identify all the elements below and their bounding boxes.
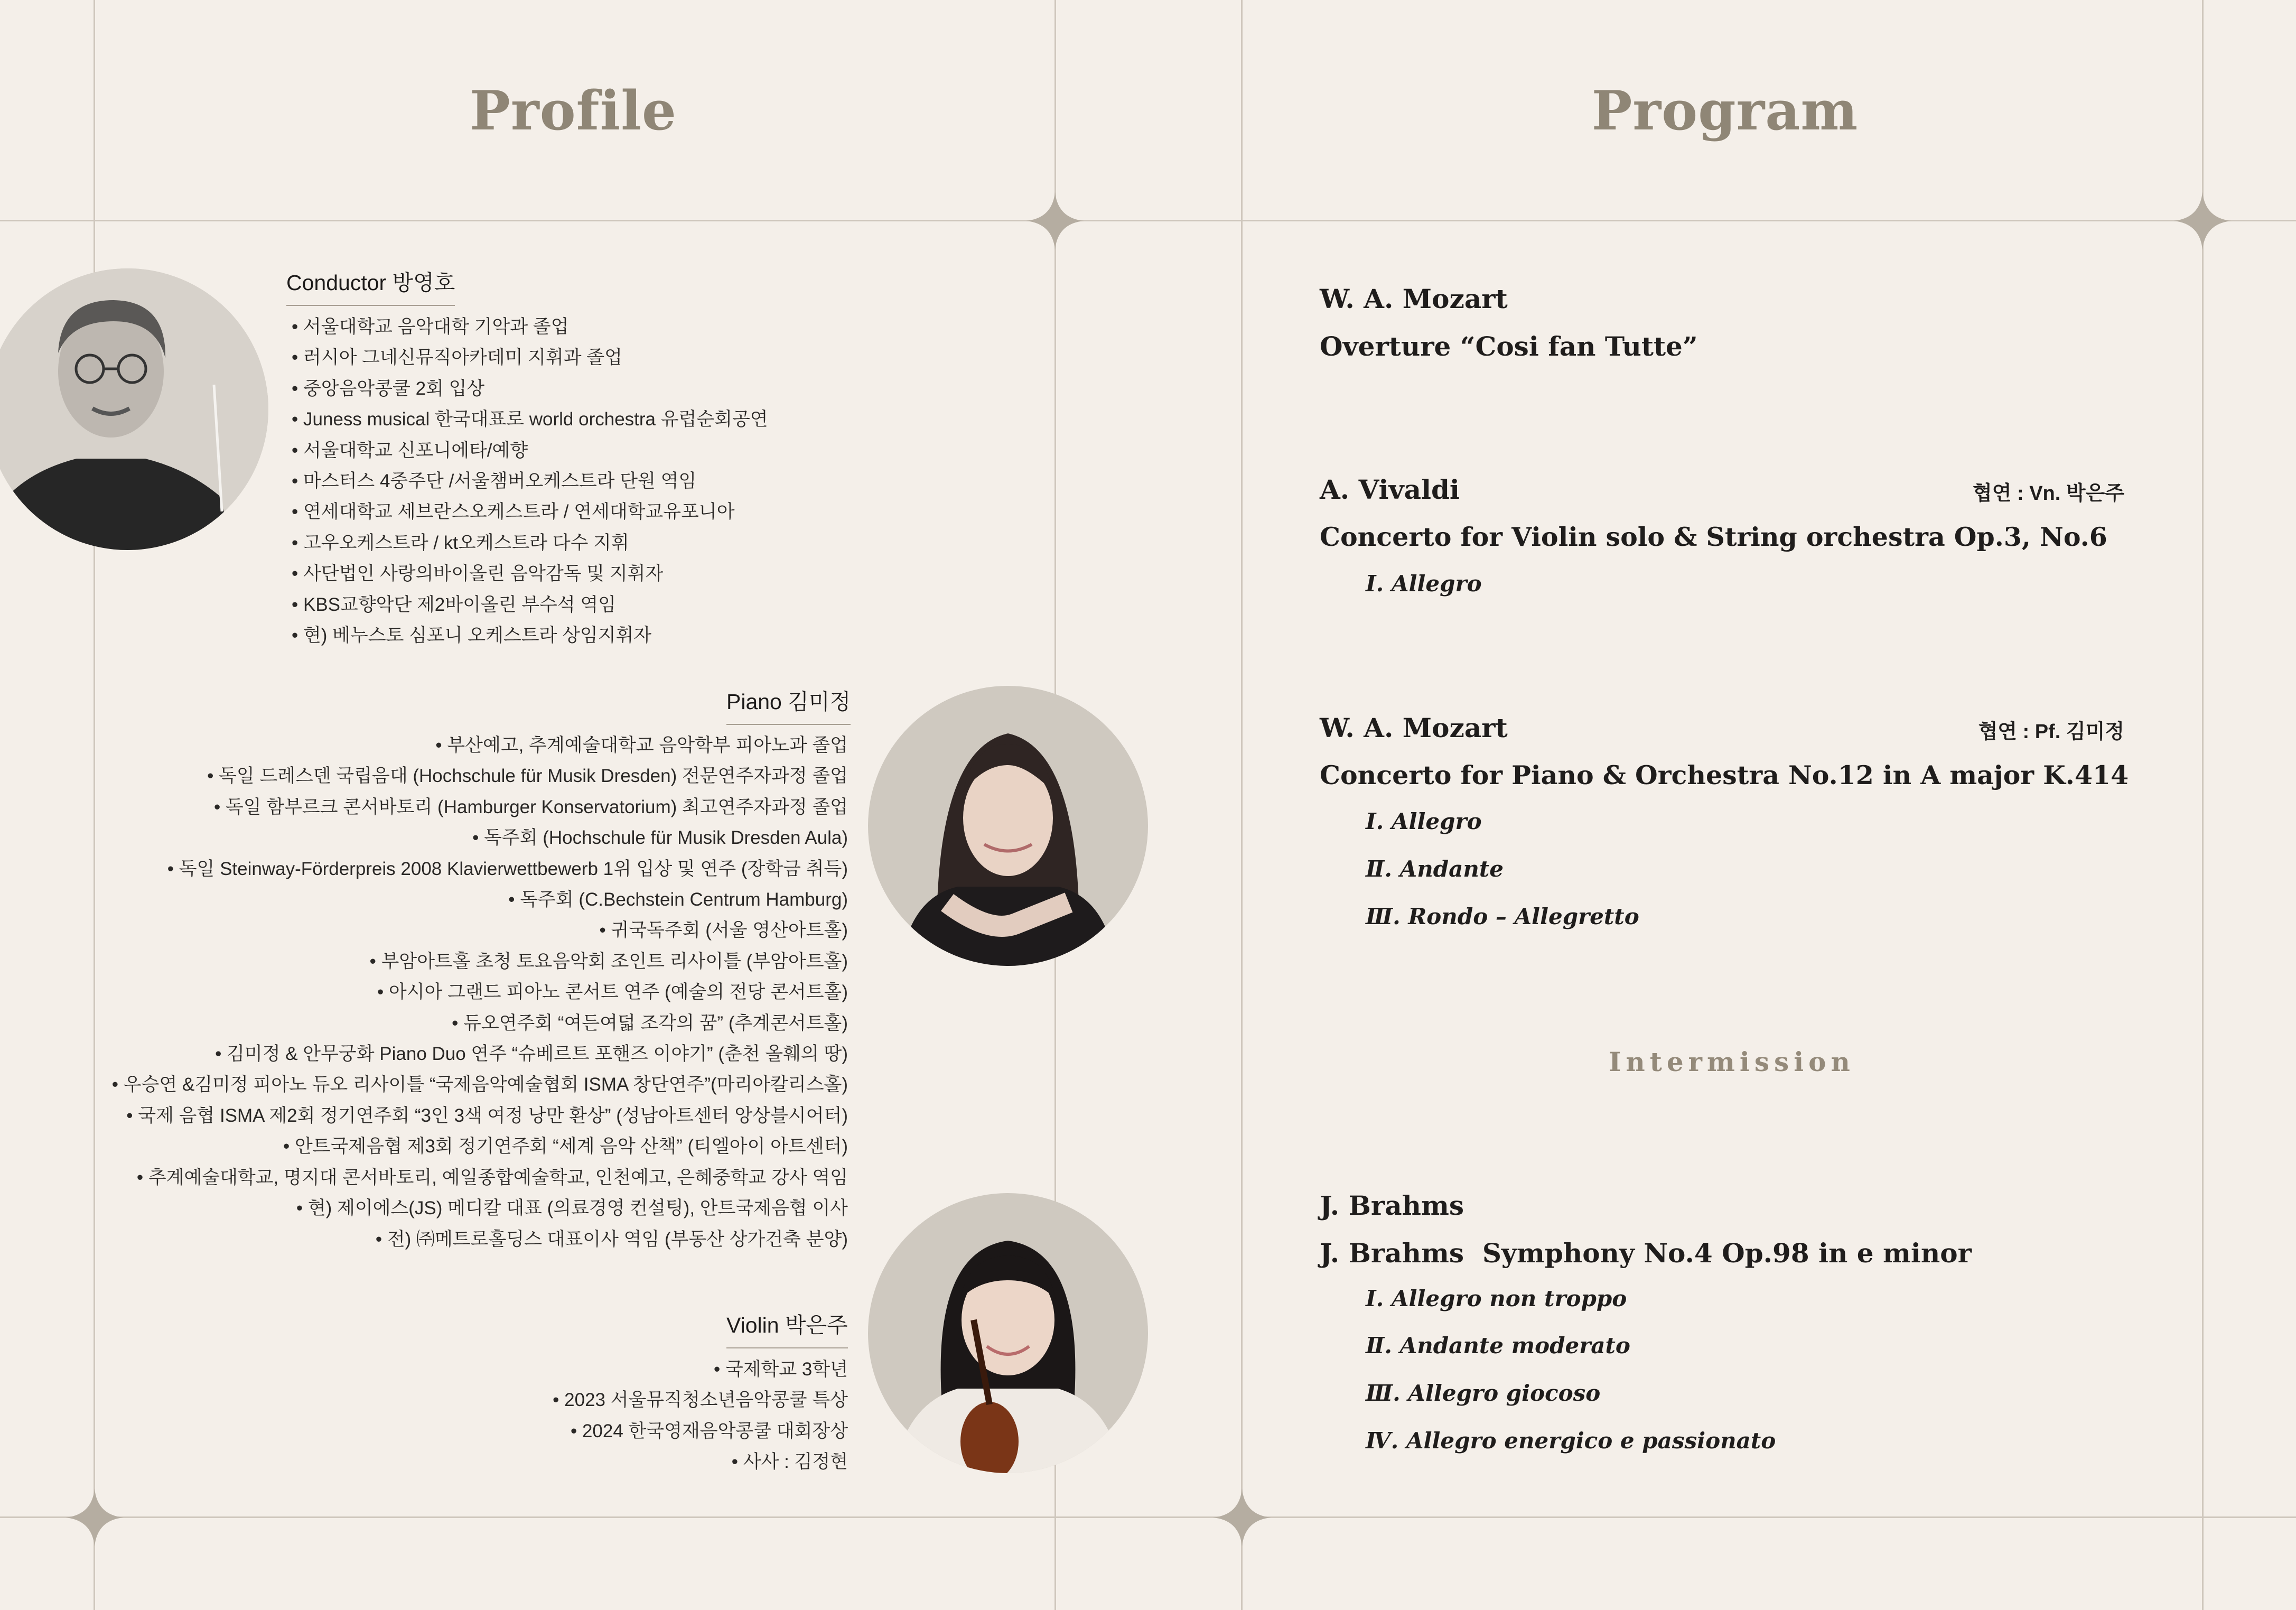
bio-item: • 귀국독주회 (서울 영산아트홀) [112,915,848,946]
bio-item: • 전) ㈜메트로홀딩스 대표이사 역임 (부동산 상가건축 분양) [112,1224,848,1255]
conductor-photo [0,268,268,550]
bio-item: • KBS교향악단 제2바이올린 부수석 역임 [292,590,768,620]
piece-title: Concerto for Piano & Orchestra No.12 in A major K.414 [1320,760,2129,790]
bio-item: • 서울대학교 신포니에타/예향 [292,435,768,466]
bio-item: • 아시아 그랜드 피아노 콘서트 연주 (예술의 전당 콘서트홀) [112,977,848,1008]
bio-item: • 2024 한국영재음악콩쿨 대회장상 [553,1416,848,1447]
conductor-heading: Conductor 방영호 [286,265,455,296]
violinist-bio-list [553,1354,848,1478]
bio-item: • 김미정 & 안무궁화 Piano Duo 연주 “슈베르트 포핸즈 이야기” (춘천 올훼의 땅) [112,1039,848,1069]
piece-soloist: 협연 : Pf. 김미정 [1978,721,2124,743]
violinist-heading: Violin 박은주 [726,1308,848,1339]
piece-title: Concerto for Violin solo & String orchestra Op.3, No.6 [1320,522,2107,552]
bio-item: • 독일 함부르크 콘서바토리 (Hamburger Konservatorium) 최고연주자과정 졸업 [112,792,848,823]
bio-item: • 현) 제이에스(JS) 메디칼 대표 (의료경영 컨설팅), 안트국제음협 이사 [112,1193,848,1224]
bio-item: • 안트국제음협 제3회 정기연주회 “세계 음악 산책” (티엘아이 아트센터) [112,1131,848,1162]
piece-movement: Ⅲ. Rondo – Allegretto [1366,904,1639,929]
bio-item: • 독주회 (Hochschule für Musik Dresden Aula) [112,823,848,853]
bio-item: • 사단법인 사랑의바이올린 음악감독 및 지휘자 [292,559,768,589]
bio-item: • 국제학교 3학년 [553,1354,848,1385]
bio-item: • 고우오케스트라 / kt오케스트라 다수 지휘 [292,528,768,559]
piece-soloist: 협연 : Vn. 박은주 [1973,482,2124,505]
violinist-photo [868,1193,1148,1473]
piece-composer: W. A. Mozart [1320,712,1508,743]
bio-item: • 듀오연주회 “여든여덟 조각의 꿈” (추계콘서트홀) [112,1008,848,1039]
pianist-heading: Piano 김미정 [726,684,851,715]
piece-movement: Ⅰ. Allegro non troppo [1366,1286,1627,1311]
piece-movement: Ⅲ. Allegro giocoso [1366,1380,1601,1406]
piece-composer: A. Vivaldi [1320,474,1460,505]
intermission-label: Intermission [1609,1046,1855,1077]
star-ornament-icon [1213,1488,1271,1547]
star-ornament-icon [66,1488,124,1547]
pianist-bio-list [112,730,848,1255]
bio-item: • 독주회 (C.Bechstein Centrum Hamburg) [112,885,848,915]
bio-item: • 우승연 &김미정 피아노 듀오 리사이틀 “국제음악예술협회 ISMA 창단연주”(마리아칼리스홀) [112,1069,848,1100]
program-title: Program [1591,79,1859,143]
piece-composer: W. A. Mozart [1320,283,1508,314]
piece-movement: Ⅱ. Andante [1366,856,1504,882]
bio-item: • 중앙음악콩쿨 2회 입상 [292,374,768,404]
bio-item: • 독일 드레스덴 국립음대 (Hochschule für Musik Dresden) 전문연주자과정 졸업 [112,761,848,792]
grid-line-top [0,220,2296,221]
piece-title: Overture “Cosi fan Tutte” [1320,331,1698,362]
grid-line-left [94,0,95,1610]
bio-item: • 현) 베누스토 심포니 오케스트라 상임지휘자 [292,620,768,651]
bio-item: • 마스터스 4중주단 /서울챔버오케스트라 단원 역임 [292,466,768,497]
bio-item: • 사사 : 김정현 [553,1447,848,1477]
piece-movement: Ⅰ. Allegro [1366,571,1482,597]
bio-item: • 부산예고, 추계예술대학교 음악학부 피아노과 졸업 [112,730,848,761]
bio-item: • 독일 Steinway-Förderpreis 2008 Klavierwettbewerb 1위 입상 및 연주 (장학금 취득) [112,854,848,885]
conductor-bio-list [292,312,768,651]
star-ornament-icon [1026,192,1084,250]
grid-line-center-right [1241,0,1243,1610]
star-ornament-icon [2173,192,2232,250]
bio-item: • 국제 음협 ISMA 제2회 정기연주회 “3인 3색 여정 낭만 환상” (성남아트센터 앙상블시어터) [112,1101,848,1131]
bio-item: • 2023 서울뮤직청소년음악콩쿨 특상 [553,1385,848,1416]
bio-item: • 추계예술대학교, 명지대 콘서바토리, 예일종합예술학교, 인천예고, 은혜중학교 강사 역임 [112,1162,848,1193]
piece-title: J. Brahms Symphony No.4 Op.98 in e minor [1320,1237,1972,1269]
pianist-photo [868,686,1148,966]
bio-item: • 서울대학교 음악대학 기악과 졸업 [292,312,768,342]
grid-line-bottom [0,1516,2296,1518]
bio-item: • 연세대학교 세브란스오케스트라 / 연세대학교유포니아 [292,497,768,527]
bio-item: • Juness musical 한국대표로 world orchestra 유럽순회공연 [292,404,768,435]
piece-movement: Ⅱ. Andante moderato [1366,1333,1630,1358]
piece-movement: Ⅰ. Allegro [1366,808,1482,834]
piece-movement: Ⅳ. Allegro energico e passionato [1366,1428,1776,1454]
bio-item: • 러시아 그네신뮤직아카데미 지휘과 졸업 [292,342,768,373]
profile-title: Profile [470,79,677,143]
bio-item: • 부암아트홀 초청 토요음악회 조인트 리사이틀 (부암아트홀) [112,946,848,977]
piece-composer: J. Brahms [1320,1190,1464,1221]
